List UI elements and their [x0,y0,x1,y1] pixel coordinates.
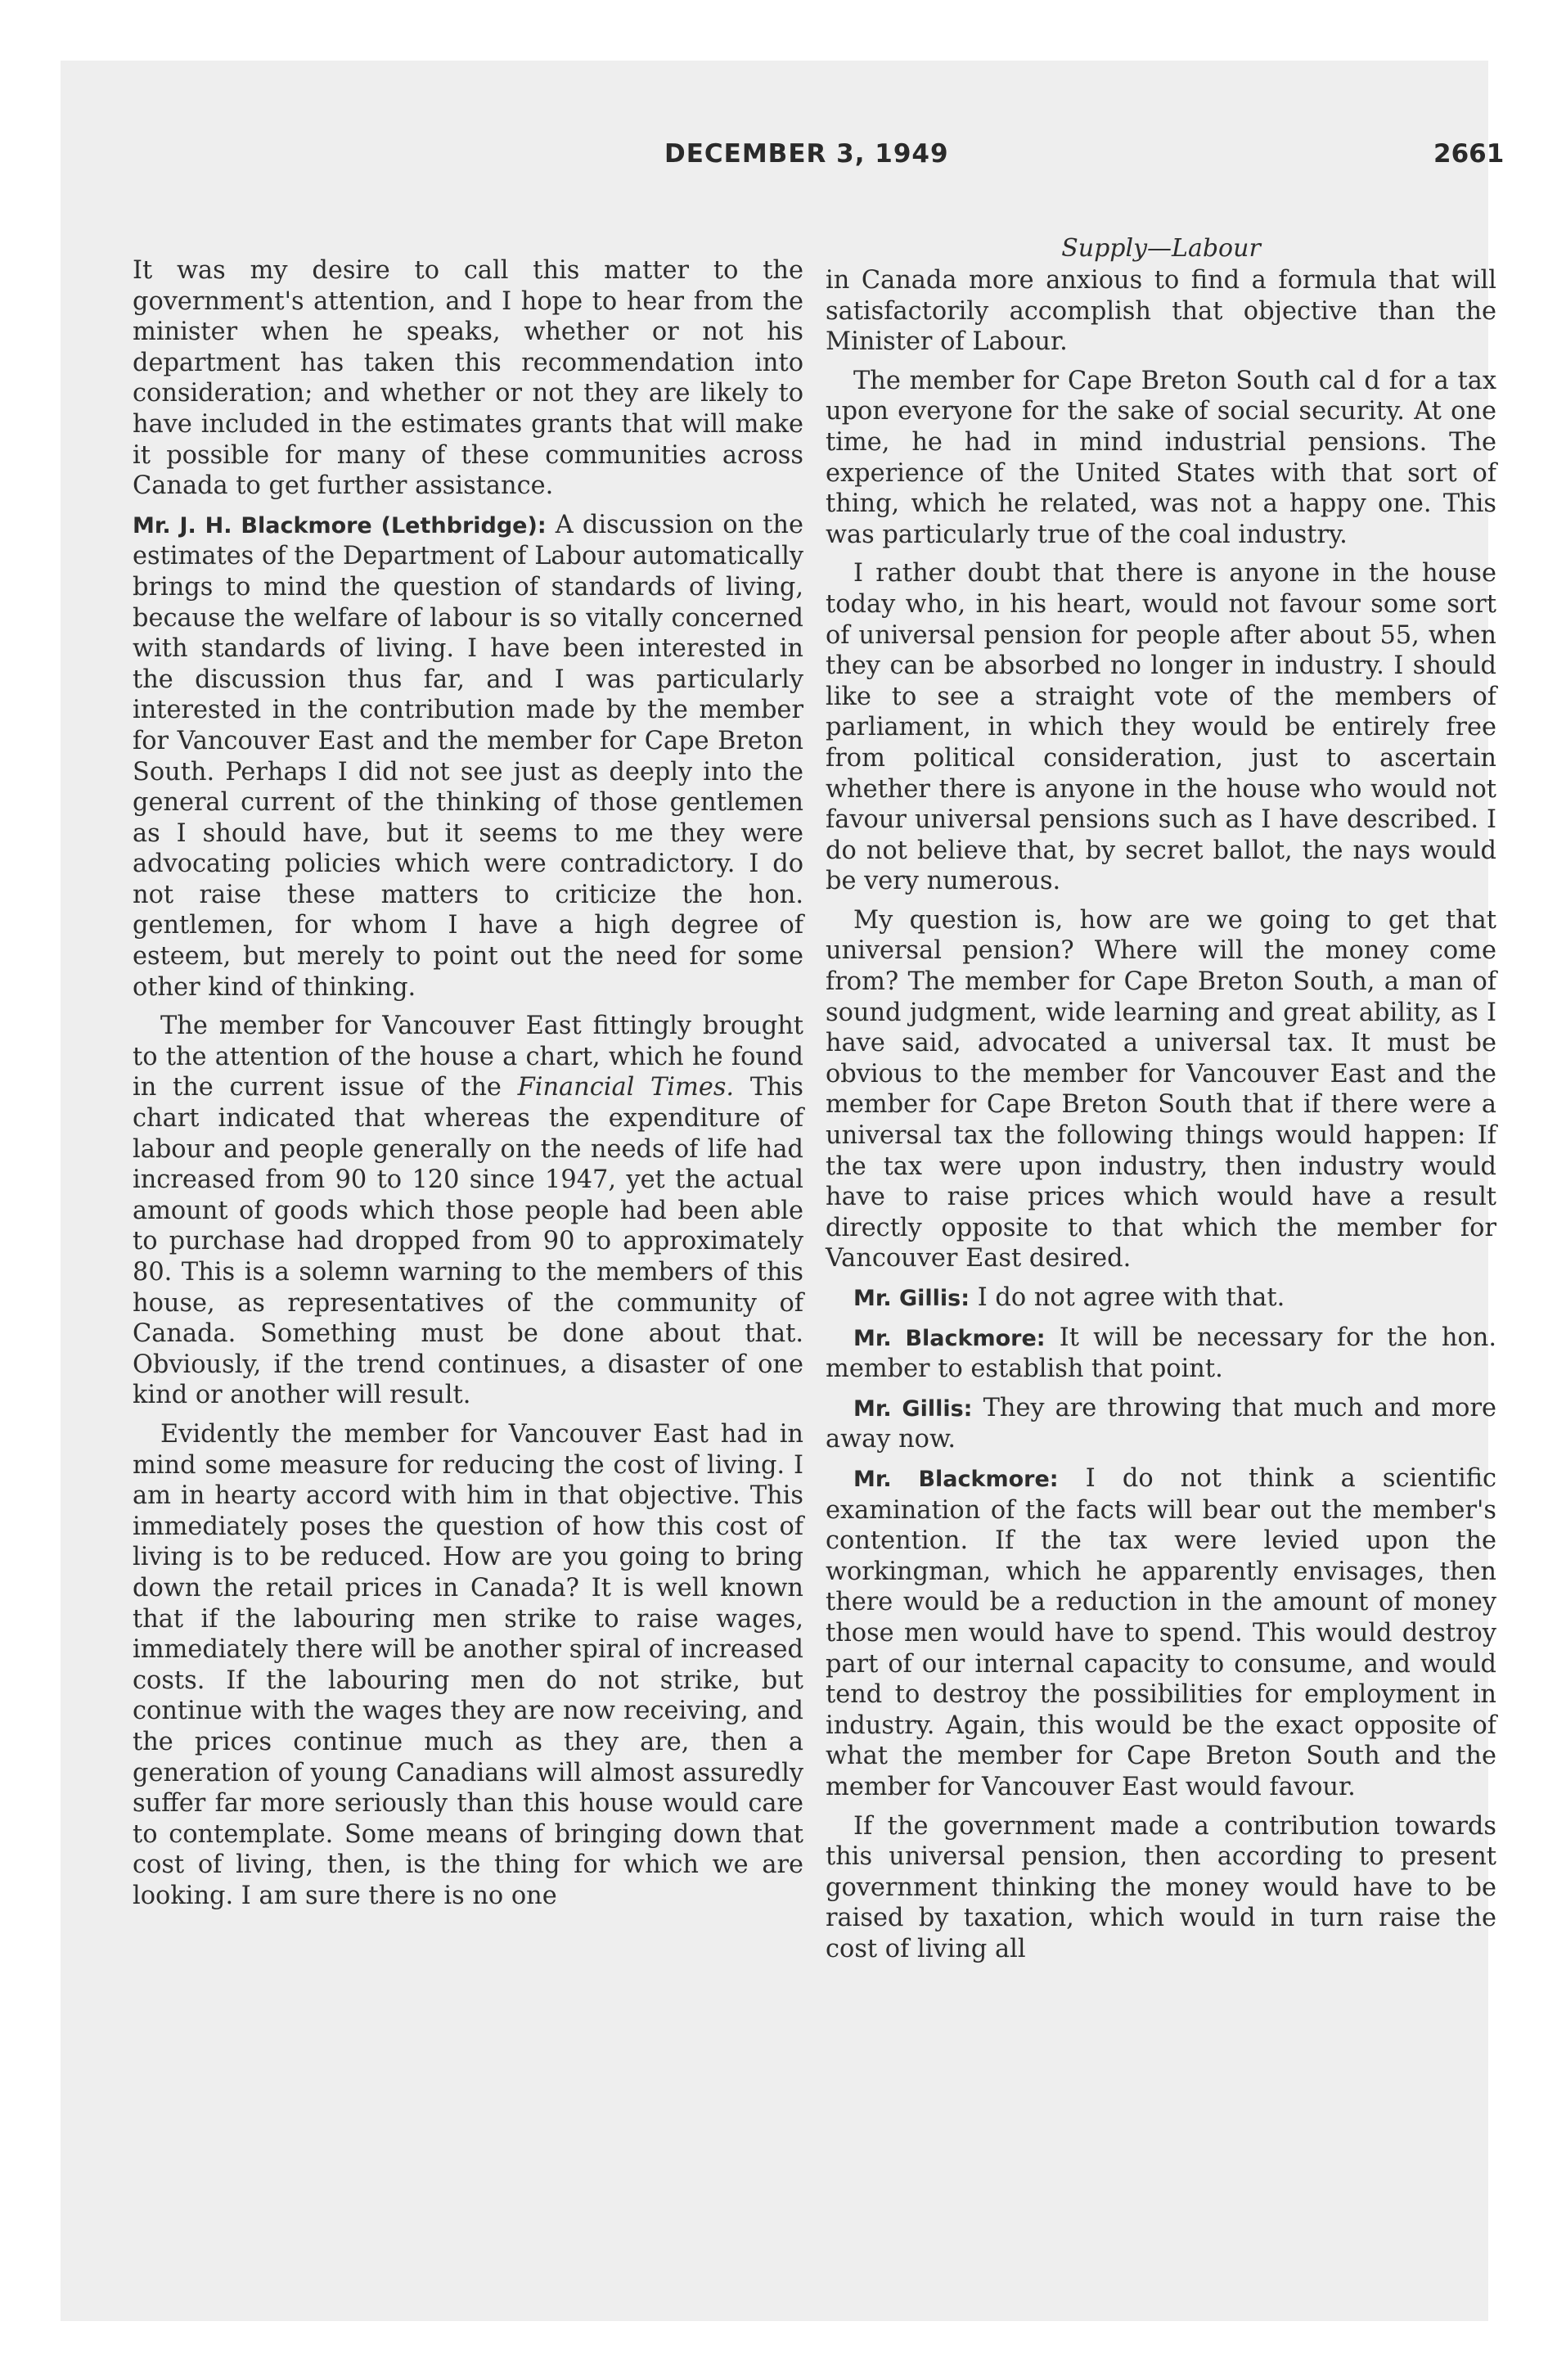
speech-paragraph [826,1463,1496,1803]
page-header [61,139,1505,185]
speaker-name: Mr. Gillis: [853,1395,973,1422]
speaker-name: Mr. Blackmore: [853,1325,1046,1351]
paragraph: If the government made a contribution towards this universal pension, then according to present government thinking the money would have to be raised by taxation, which would in turn raise the cost of living all [826,1811,1496,1963]
paragraph-text: The member for Vancouver East fittingly brought to the attention of the house a chart, which he found in the current issue of the [133,1012,803,1102]
speech-text: It will be necessary for the hon. member to establish that point. [826,1323,1496,1384]
speaker-name: Mr. Blackmore: [853,1466,1059,1492]
speech-text: I do not agree with that. [977,1283,1285,1312]
speech-text: A discussion on the estimates of the Department of Labour automatically brings to mind the question of standards of living, because the welfare of labour is so vitally concerned with standards of living. I have been interested in the discussion thus far, and I was particularly interested in the contribution made by the member for Vancouver East and the member for Cape Breton South. Perhaps I did not see just as deeply into the general current of the thinking of those gentlemen as I should have, but it seems to me they were advocating policies which were contradictory. I do not raise these matters to criticize the hon. gentlemen, for whom I have a high degree of esteem, but merely to point out the need for some other kind of thinking. [133,510,803,1002]
paragraph-text: This chart indicated that whereas the expenditure of labour and people generally on the needs of life had increased from 90 to 120 since 1947, yet the actual amount of goods which those people had been able to purchase had dropped from 90 to approximately 80. This is a solemn warning to the members of this house, as representatives of the community of Canada. Something must be done about that. Obviously, if the trend continues, a disaster of one kind or another will result. [133,1073,803,1410]
paragraph: It was my desire to call this matter to the government's attention, and I hope to hear from the minister when he speaks, whether or not his department has taken this recommendation into consideration; and whether or not they are likely to have included in the estimates grants that will make it possible for many of these communities across Canada to get further assistance. [133,256,803,501]
speech-paragraph [826,1323,1496,1385]
speech-text: They are throwing that much and more away now. [826,1393,1496,1454]
page-number: 2661 [1433,139,1505,169]
paragraph: in Canada more anxious to find a formula that will satisfactorily accomplish that objective than the Minister of Labour. [826,266,1496,357]
left-column [133,255,803,1919]
speaker-name: Mr. J. H. Blackmore (Lethbridge): [133,512,547,539]
speech-paragraph [133,510,803,1003]
page-sheet [61,61,1505,2321]
paragraph: My question is, how are we going to get that universal pension? Where will the money come from? The member for Cape Breton South, a man of sound judgment, wide learning and great ability, as I have said, advocated a universal tax. It must be obvious to the member for Vancouver East and the member for Cape Breton South that if there were a universal tax the following things would happen: If the tax were upon industry, then industry would have to raise prices which would have a result directly opposite to that which the member for Vancouver East desired. [826,905,1496,1273]
speech-text: I do not think a scientific examination of the facts will bear out the member's contention. If the tax were levied upon the workingman, which he apparently envisages, then there would be a reduction in the amount of money those men would have to spend. This would destroy part of our internal capacity to consume, and would tend to destroy the possibilities for employment in industry. Again, this would be the exact opposite of what the member for Cape Breton South and the member for Vancouver East would favour. [826,1463,1496,1801]
speech-paragraph [826,1282,1496,1314]
header-date: DECEMBER 3, 1949 [664,139,949,169]
right-column [826,234,1496,1972]
paragraph: I rather doubt that there is anyone in the house today who, in his heart, would not favour some sort of universal pension for people after about 55, when they can be absorbed no longer in industry. I should like to see a straight vote of the members of parliament, in which they would be entirely free from political consideration, just to ascertain whether there is anyone in the house who would not favour universal pensions such as I have described. I do not believe that, by secret ballot, the nays would be very numerous. [826,559,1496,896]
paragraph: Evidently the member for Vancouver East had in mind some measure for reducing the cost of living. I am in hearty accord with him in that objective. This immediately poses the question of how this cost of living is to be reduced. How are you going to bring down the retail prices in Canada? It is well known that if the labouring men strike to raise wages, immediately there will be another spiral of increased costs. If the labouring men do not strike, but continue with the wages they are now receiving, and the prices continue much as they are, then a generation of young Canadians will almost assuredly suffer far more seriously than this house would care to contemplate. Some means of bringing down that cost of living, then, is the thing for which we are looking. I am sure there is no one [133,1419,803,1910]
running-title: Supply—Labour [1061,234,1261,263]
paragraph: The member for Cape Breton South cal d for a tax upon everyone for the sake of social security. At one time, he had in mind industrial pensions. The experience of the United States with that sort of thing, which he related, was not a happy one. This was particularly true of the coal industry. [826,366,1496,549]
paragraph [133,1011,803,1411]
publication-title: Financial Times. [517,1073,735,1102]
speaker-name: Mr. Gillis: [853,1286,970,1311]
speech-paragraph [826,1393,1496,1455]
